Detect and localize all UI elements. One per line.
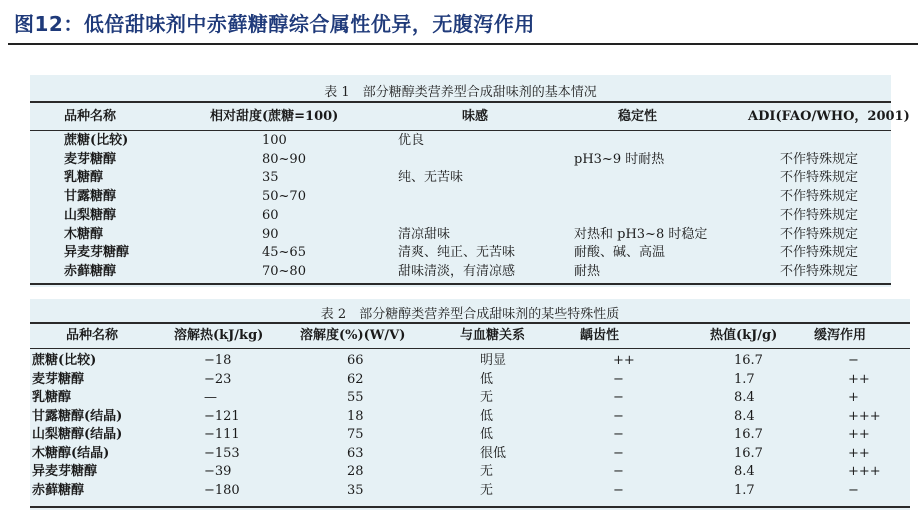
table2-cell: −23	[204, 371, 232, 387]
table1-cell: 对热和 pH3~8 时稳定	[574, 226, 708, 242]
title-divider	[8, 43, 918, 45]
table2-header-6: 缓泻作用	[814, 328, 867, 343]
table1-cell: 不作特殊规定	[780, 207, 859, 223]
table2-cell: 无	[480, 390, 494, 405]
table2-header-1: 溶解热(kJ/kg)	[174, 328, 264, 343]
table2-cell: 1.7	[734, 482, 755, 498]
table2-cell: 62	[347, 371, 364, 387]
figure-title: 图12：低倍甜味剂中赤藓糖醇综合属性优异，无腹泻作用	[14, 12, 535, 36]
table2-cell: 低	[480, 408, 494, 424]
table2-cell: −	[613, 408, 624, 424]
table1-cell: 甜味清淡，有清凉感	[398, 263, 516, 279]
table1-header-2: 味感	[462, 109, 489, 124]
table2-cell: −	[848, 353, 859, 368]
table2-row-name: 山梨糖醇(结晶)	[32, 427, 123, 442]
table2-cell: −111	[204, 427, 240, 442]
table2-cell: 66	[347, 353, 364, 368]
table2-cell: 16.7	[734, 445, 763, 461]
table-2-caption: 表 2 部分糖醇类营养型合成甜味剂的某些特殊性质	[320, 307, 620, 322]
table2-cell: −18	[204, 353, 232, 368]
table2-cell: 明显	[480, 353, 507, 368]
table2-cell: +++	[848, 408, 881, 424]
table2-cell: −180	[204, 482, 240, 498]
table2-row-name: 麦芽糖醇	[32, 371, 85, 387]
table1-row-name: 蔗糖(比较)	[64, 133, 129, 148]
table2-header-0: 品种名称	[66, 328, 119, 343]
table2-cell: −	[848, 482, 859, 498]
table2-row-name: 赤藓糖醇	[32, 482, 85, 498]
table1-cell: 不作特殊规定	[780, 189, 859, 205]
table2-cell: 16.7	[734, 353, 763, 368]
table2-cell: 75	[347, 427, 364, 442]
table-2-bottom-rule	[30, 506, 910, 508]
table2-cell: −121	[204, 408, 240, 424]
table2-row-name: 蔗糖(比较)	[32, 353, 97, 368]
table-1-header-rule	[30, 130, 891, 131]
table1-cell: 不作特殊规定	[780, 263, 859, 279]
table2-cell: ++	[848, 427, 870, 442]
table2-cell: −	[613, 427, 624, 442]
table1-row-name: 乳糖醇	[64, 170, 104, 186]
table2-cell: 55	[347, 390, 364, 405]
table-1	[30, 75, 910, 287]
table2-cell: 35	[347, 482, 364, 498]
table1-cell: 100	[262, 133, 287, 148]
table1-row-name: 麦芽糖醇	[64, 151, 117, 167]
table1-cell: 纯、无苦味	[398, 170, 464, 186]
table2-row-name: 甘露糖醇(结晶)	[32, 408, 123, 424]
table1-cell: 80~90	[262, 151, 306, 167]
table-2	[30, 299, 910, 510]
table1-row-name: 赤藓糖醇	[64, 263, 117, 279]
table2-cell: −	[613, 445, 624, 461]
table2-cell: −153	[204, 445, 240, 461]
table2-cell: ++	[848, 445, 870, 461]
table2-cell: −	[613, 482, 624, 498]
table1-cell: pH3~9 时耐热	[574, 151, 665, 167]
table2-cell: 8.4	[734, 390, 755, 405]
table2-row-name: 木糖醇(结晶)	[32, 445, 110, 461]
table1-header-4: ADI(FAO/WHO，2001)	[748, 109, 910, 124]
table2-cell: 18	[347, 408, 364, 424]
table2-cell: ++	[848, 371, 870, 387]
table2-cell: 8.4	[734, 408, 755, 424]
table1-header-0: 品种名称	[64, 109, 117, 124]
table2-header-2: 溶解度(%)(W/V)	[300, 328, 406, 343]
table2-cell: —	[204, 390, 217, 405]
table1-cell: 清爽、纯正、无苦味	[398, 245, 516, 261]
table1-cell: 35	[262, 170, 279, 186]
table2-cell: ++	[613, 353, 635, 368]
table1-row-name: 山梨糖醇	[64, 207, 117, 223]
table-2-top-rule	[30, 322, 910, 324]
table2-cell: 很低	[480, 445, 507, 461]
table1-row-name: 甘露糖醇	[64, 189, 117, 205]
table1-row-name: 异麦芽糖醇	[64, 245, 130, 261]
table2-cell: 28	[347, 464, 364, 479]
table-2-header-rule	[30, 348, 910, 349]
table2-header-5: 热值(kJ/g)	[710, 328, 778, 343]
table1-cell: 60	[262, 207, 279, 223]
table1-cell: 不作特殊规定	[780, 245, 859, 261]
table-1-caption: 表 1 部分糖醇类营养型合成甜味剂的基本情况	[324, 85, 597, 100]
table1-cell: 耐酸、碱、高温	[574, 245, 666, 261]
table2-cell: −39	[204, 464, 232, 479]
table2-row-name: 乳糖醇	[32, 390, 72, 405]
table1-cell: 50~70	[262, 189, 306, 205]
table2-cell: 8.4	[734, 464, 755, 479]
table-1-top-rule	[30, 101, 891, 103]
table2-cell: 63	[347, 445, 364, 461]
table2-cell: 16.7	[734, 427, 763, 442]
table1-cell: 耐热	[574, 263, 601, 279]
table1-cell: 优良	[398, 133, 425, 148]
table1-header-1: 相对甜度(蔗糖=100)	[210, 109, 339, 124]
table2-cell: +++	[848, 464, 881, 479]
table1-row-name: 木糖醇	[64, 226, 104, 242]
table2-cell: 低	[480, 427, 494, 442]
table1-cell: 45~65	[262, 245, 306, 261]
table1-cell: 70~80	[262, 263, 306, 279]
table2-row-name: 异麦芽糖醇	[32, 464, 98, 479]
table2-cell: −	[613, 464, 624, 479]
table2-cell: +	[848, 390, 859, 405]
table1-cell: 不作特殊规定	[780, 151, 859, 167]
table2-cell: 低	[480, 371, 494, 387]
table1-header-3: 稳定性	[618, 109, 658, 124]
table2-cell: −	[613, 371, 624, 387]
table2-cell: 无	[480, 482, 494, 498]
table1-cell: 清凉甜味	[398, 226, 451, 242]
table2-cell: 无	[480, 464, 494, 479]
table2-header-3: 与血糖关系	[460, 328, 526, 343]
table1-cell: 不作特殊规定	[780, 170, 859, 186]
table1-cell: 不作特殊规定	[780, 226, 859, 242]
table2-cell: −	[613, 390, 624, 405]
table1-cell: 90	[262, 226, 279, 242]
table-1-bottom-rule	[30, 283, 891, 285]
table2-cell: 1.7	[734, 371, 755, 387]
table2-header-4: 龋齿性	[580, 328, 620, 343]
